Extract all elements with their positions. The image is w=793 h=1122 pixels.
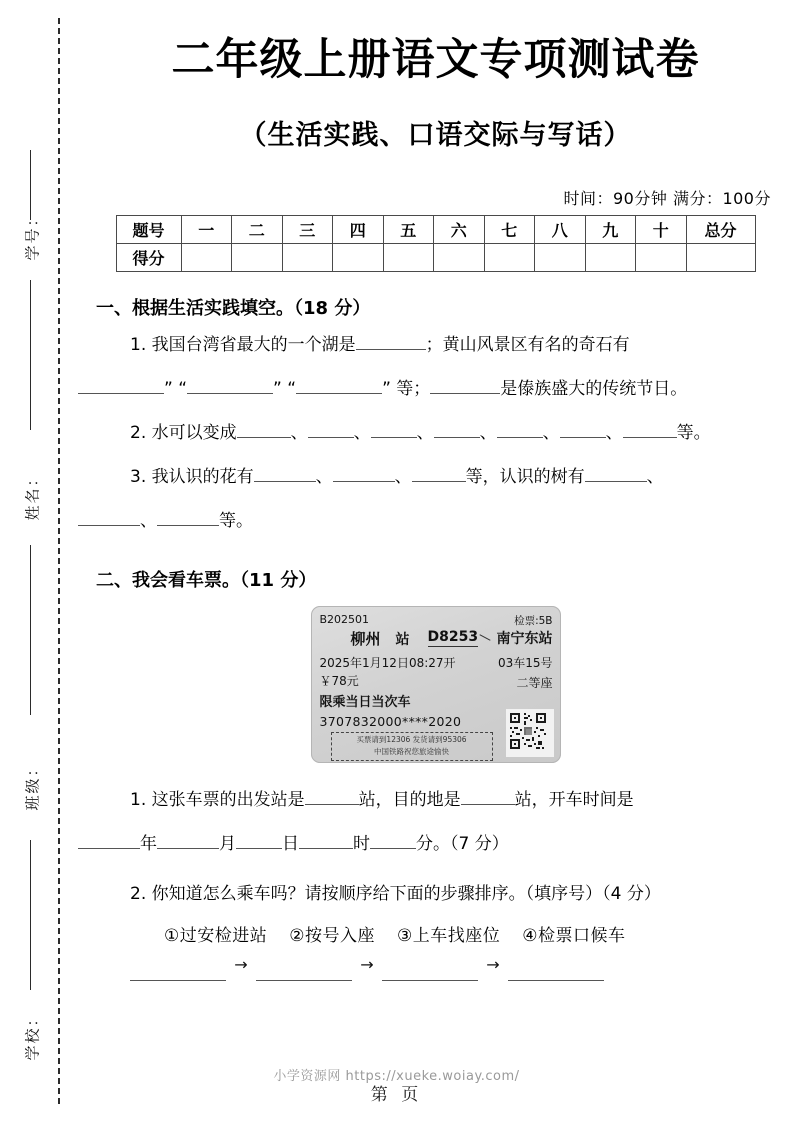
answer-blank[interactable] xyxy=(299,831,353,849)
score-table-col-8: 八 xyxy=(535,216,586,244)
score-cell-3[interactable] xyxy=(282,244,333,272)
margin-label-class: 班级： xyxy=(23,759,42,811)
margin-seal-strip xyxy=(0,0,78,1122)
ticket-slash-mark xyxy=(479,634,490,641)
score-table-col-6: 六 xyxy=(434,216,485,244)
sep: 、 xyxy=(479,423,497,443)
answer-blank[interactable] xyxy=(497,420,543,438)
section-1-question-1-line-2 xyxy=(78,370,793,408)
ticket-station-word: 站 xyxy=(395,632,410,648)
score-cell-6[interactable] xyxy=(434,244,485,272)
q1-text-a: 1. 我国台湾省最大的一个湖是 xyxy=(130,335,356,355)
ticket-price: ￥78元 xyxy=(319,674,359,688)
train-ticket xyxy=(311,606,561,763)
score-table-col-1: 一 xyxy=(181,216,232,244)
score-table-col-9: 九 xyxy=(585,216,636,244)
section-2-heading: 二、我会看车票。（11 分） xyxy=(96,570,317,591)
page-title: 二年级上册语文专项测试卷 xyxy=(171,35,700,85)
s2q1-hour: 时 xyxy=(353,834,370,854)
score-cell-4[interactable] xyxy=(333,244,384,272)
answer-blank[interactable] xyxy=(157,508,219,526)
answer-blank[interactable] xyxy=(296,376,382,394)
ticket-service-line-2: 中国铁路祝您旅途愉快 xyxy=(374,747,449,756)
answer-blank[interactable] xyxy=(78,508,140,526)
answer-blank[interactable] xyxy=(305,787,359,805)
score-table-total-label: 总分 xyxy=(686,216,755,244)
sep: 、 xyxy=(416,423,434,443)
q1-text-b: ；黄山风景区有名的奇石有 xyxy=(425,335,630,355)
sep: 、 xyxy=(140,511,157,531)
score-table-col-5: 五 xyxy=(383,216,434,244)
q2-lead: 2. 水可以变成 xyxy=(130,423,237,443)
ticket-carriage-seat: 03车15号 xyxy=(497,656,553,670)
answer-blank[interactable] xyxy=(623,420,677,438)
arrow-icon: → xyxy=(486,955,500,974)
margin-label-name: 姓名： xyxy=(23,469,42,521)
answer-blank[interactable] xyxy=(434,420,480,438)
score-table-row-label-question: 题号 xyxy=(116,216,181,244)
sep: 、 xyxy=(394,467,412,487)
sep: 、 xyxy=(542,423,560,443)
section-1-question-3-line-2 xyxy=(78,502,793,540)
s2q1-text-b: 站，目的地是 xyxy=(358,790,461,810)
seal-segment xyxy=(30,280,31,430)
sep: 、 xyxy=(315,467,333,487)
score-cell-5[interactable] xyxy=(383,244,434,272)
s2q1-month: 月 xyxy=(219,834,236,854)
ticket-service-note xyxy=(331,732,493,761)
page-subtitle: （生活实践、口语交际与写话） xyxy=(239,120,632,151)
q3-lead: 3. 我认识的花有 xyxy=(130,467,254,487)
seal-dashed-line xyxy=(58,18,60,1104)
section-2-question-1-line-1 xyxy=(130,781,793,819)
ticket-gate-number: 检票:5B xyxy=(514,615,553,627)
option-2[interactable]: ②按号入座 xyxy=(289,926,375,946)
option-1[interactable]: ①过安检进站 xyxy=(164,926,268,946)
watermark: 小学资源网 https://xueke.woiay.com/ xyxy=(273,1069,520,1084)
score-cell-8[interactable] xyxy=(535,244,586,272)
q2-end: 等。 xyxy=(676,423,711,443)
section-1-question-1-line-1 xyxy=(130,326,793,364)
q3-end: 等。 xyxy=(219,511,253,531)
s2q1-minute: 分。（7 分） xyxy=(416,834,509,854)
page-number-label: 第 页 xyxy=(370,1085,423,1105)
answer-blank[interactable] xyxy=(308,420,354,438)
sep: 、 xyxy=(353,423,371,443)
exam-sheet xyxy=(78,0,793,1122)
table-row-scores xyxy=(116,244,755,272)
option-3[interactable]: ③上车找座位 xyxy=(397,926,501,946)
answer-blank[interactable] xyxy=(187,376,273,394)
ticket-id-number: 3707832000****2020 xyxy=(319,714,462,729)
margin-label-student-id: 学号： xyxy=(23,209,42,261)
s2q1-year: 年 xyxy=(140,834,157,854)
ticket-seat-class: 二等座 xyxy=(516,676,553,690)
score-table-col-3: 三 xyxy=(282,216,333,244)
score-cell-total[interactable] xyxy=(686,244,755,272)
table-row-question-numbers xyxy=(116,216,755,244)
order-blank-1[interactable] xyxy=(130,964,226,981)
answer-blank[interactable] xyxy=(430,376,500,394)
seal-segment xyxy=(30,545,31,715)
score-cell-10[interactable] xyxy=(636,244,687,272)
score-table xyxy=(116,215,756,272)
q1-quote-2: ” “ xyxy=(273,379,297,399)
ticket-arrival-station: 南宁东站 xyxy=(496,631,553,647)
s2q1-day: 日 xyxy=(282,834,299,854)
answer-blank[interactable] xyxy=(237,420,291,438)
ticket-serial-number: B202501 xyxy=(319,613,370,626)
section-2-ordering-blanks xyxy=(130,955,793,981)
score-cell-2[interactable] xyxy=(232,244,283,272)
ticket-train-number: D8253 xyxy=(427,629,479,645)
ticket-departure-station: 柳州 xyxy=(350,630,381,648)
ticket-validity-notice: 限乘当日当次车 xyxy=(319,695,411,710)
answer-blank[interactable] xyxy=(78,831,140,849)
answer-blank[interactable] xyxy=(461,787,515,805)
q1-quote-1: ” “ xyxy=(164,379,188,399)
option-4[interactable]: ④检票口候车 xyxy=(522,926,626,946)
score-cell-9[interactable] xyxy=(585,244,636,272)
answer-blank[interactable] xyxy=(254,464,316,482)
ticket-service-line-1: 买票请到12306 发货请到95306 xyxy=(356,735,467,744)
answer-blank[interactable] xyxy=(356,332,426,350)
answer-blank[interactable] xyxy=(236,831,282,849)
answer-blank[interactable] xyxy=(585,464,647,482)
answer-blank[interactable] xyxy=(371,420,417,438)
arrow-icon: → xyxy=(234,955,248,974)
order-blank-2[interactable] xyxy=(256,964,352,981)
order-blank-3[interactable] xyxy=(382,964,478,981)
section-1-question-3-line-1 xyxy=(130,458,793,496)
answer-blank[interactable] xyxy=(560,420,606,438)
score-table-col-2: 二 xyxy=(232,216,283,244)
score-table-col-7: 七 xyxy=(484,216,535,244)
arrow-icon: → xyxy=(360,955,374,974)
q3-mid: 等，认识的树有 xyxy=(465,467,585,487)
answer-blank[interactable] xyxy=(333,464,395,482)
order-blank-4[interactable] xyxy=(508,964,604,981)
exam-meta: 时间：90分钟 满分：100分 xyxy=(563,189,771,208)
qr-code-icon xyxy=(506,709,554,757)
score-table-row-label-score: 得分 xyxy=(116,244,181,272)
section-2-question-2-options xyxy=(164,921,793,946)
answer-blank[interactable] xyxy=(157,831,219,849)
score-cell-1[interactable] xyxy=(181,244,232,272)
sep: 、 xyxy=(646,467,664,487)
margin-label-school: 学校： xyxy=(23,1009,42,1061)
q1-quote-3: ” 等； xyxy=(382,379,431,399)
ticket-departure-datetime: 2025年1月12日08:27开 xyxy=(319,656,456,670)
sep: 、 xyxy=(290,423,308,443)
s2q1-text-a: 1. 这张车票的出发站是 xyxy=(130,790,305,810)
train-ticket-figure xyxy=(78,606,793,763)
q1-text-end: 是傣族盛大的传统节日。 xyxy=(500,379,688,399)
answer-blank[interactable] xyxy=(412,464,466,482)
s2q1-text-c: 站，开车时间是 xyxy=(514,790,634,810)
score-table-col-4: 四 xyxy=(333,216,384,244)
sep: 、 xyxy=(605,423,623,443)
score-cell-7[interactable] xyxy=(484,244,535,272)
answer-blank[interactable] xyxy=(370,831,416,849)
section-1-heading: 一、根据生活实践填空。（18 分） xyxy=(96,298,371,319)
seal-segment xyxy=(30,840,31,990)
answer-blank[interactable] xyxy=(78,376,164,394)
section-2-question-2-prompt: 2. 你知道怎么乘车吗？请按顺序给下面的步骤排序。（填序号）（4 分） xyxy=(130,884,661,904)
section-1-question-2 xyxy=(130,414,793,452)
section-2-question-1-line-2 xyxy=(78,825,793,863)
score-table-col-10: 十 xyxy=(636,216,687,244)
